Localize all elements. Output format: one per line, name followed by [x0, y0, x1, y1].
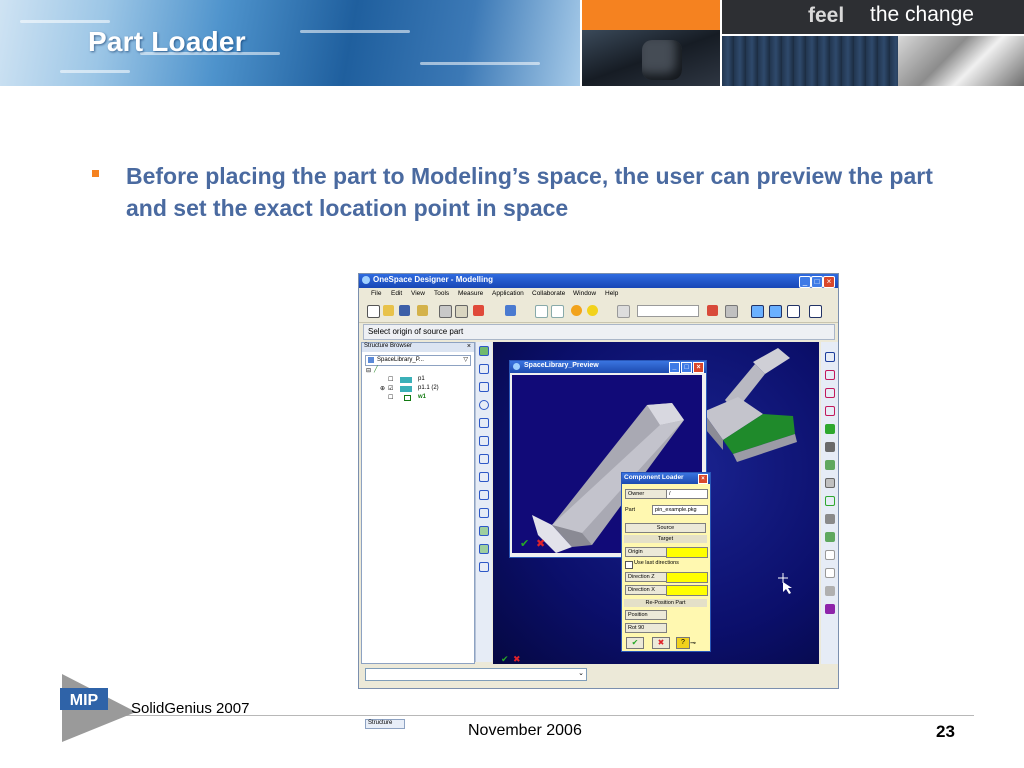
circle-tool-icon[interactable]	[479, 400, 489, 410]
logo-text: MIP	[69, 692, 99, 709]
dialog-help-icon[interactable]: ?	[676, 637, 690, 649]
spline-tool-icon[interactable]	[479, 418, 489, 428]
extrude-tool-icon[interactable]	[479, 526, 489, 536]
preview-maximize-icon[interactable]: □	[681, 362, 692, 373]
tree-expand-icon[interactable]: ⊕	[380, 386, 386, 392]
revolve-tool-icon[interactable]	[479, 544, 489, 554]
app-screenshot	[358, 273, 839, 726]
paste-icon[interactable]	[455, 305, 468, 318]
banner-brand-phrase: the change	[870, 3, 974, 26]
menu-bar	[359, 288, 838, 300]
main-toolbar	[359, 300, 838, 323]
position-button[interactable]: Position	[625, 610, 667, 620]
close-icon[interactable]: ×	[823, 276, 835, 288]
mip-logo	[58, 674, 138, 742]
component-icon[interactable]	[825, 460, 835, 470]
preview-close-icon[interactable]: ×	[693, 362, 704, 373]
open-folder-icon[interactable]	[383, 305, 394, 316]
prompt-bar	[363, 324, 835, 340]
target-section-label: Target	[624, 535, 707, 543]
direction-z-button[interactable]: Direction Z	[625, 572, 667, 582]
window-titlebar	[359, 274, 838, 288]
structure-browser-title: Structure Browser	[364, 343, 413, 349]
owner-field[interactable]: /	[666, 489, 708, 499]
bullet-square-icon	[92, 170, 99, 177]
measure-icon[interactable]	[707, 305, 718, 316]
menu-file[interactable]: File	[371, 290, 382, 297]
tree-checkbox[interactable]: ☐	[388, 395, 394, 401]
assembly-icon	[400, 386, 412, 392]
app-icon	[362, 276, 370, 284]
direction-z-field[interactable]	[666, 572, 708, 583]
mirror-icon[interactable]	[825, 388, 835, 398]
clock-icon[interactable]	[787, 305, 800, 318]
shade-view-icon[interactable]	[825, 352, 835, 362]
rot-90-button[interactable]: Rot 90	[625, 623, 667, 633]
svg-text:✔: ✔	[501, 654, 509, 664]
tree-item-p1-1[interactable]: p1.1 (2)	[418, 385, 439, 391]
redo-icon[interactable]	[551, 305, 564, 318]
preview-titlebar	[510, 361, 706, 373]
preview-title: SpaceLibrary_Preview	[524, 362, 599, 369]
preview-minimize-icon[interactable]: _	[669, 362, 680, 373]
info-icon[interactable]	[571, 305, 582, 316]
filter-icon[interactable]: ▽	[463, 357, 468, 363]
bullet-text: Before placing the part to Modeling’s space, the user can preview the part and set the exact location point in space	[126, 163, 933, 221]
pin-icon[interactable]: ⊸	[690, 640, 696, 647]
direction-x-button[interactable]: Direction X	[625, 585, 667, 595]
page-number: 23	[936, 722, 955, 741]
component-loader-titlebar	[622, 473, 710, 484]
structure-combo[interactable]	[365, 355, 471, 366]
preview-app-icon	[513, 363, 520, 370]
view-icon[interactable]	[751, 305, 764, 318]
banner-photo-dark	[582, 30, 720, 86]
prompt-text: Select origin of source part	[368, 327, 464, 336]
background-part-icon	[701, 348, 797, 462]
part-label: Part	[625, 507, 636, 513]
tool-icon-b[interactable]	[825, 532, 835, 542]
banner-orange-block	[582, 0, 720, 30]
tree-checkbox[interactable]: ☐	[388, 377, 394, 383]
line-tool-icon[interactable]	[479, 364, 489, 374]
green-box-icon[interactable]	[825, 424, 835, 434]
preview-cancel-icon: ✖	[536, 538, 546, 550]
loader-close-icon[interactable]: ×	[698, 474, 708, 484]
chamfer-tool-icon[interactable]	[479, 454, 489, 464]
menu-collaborate[interactable]: Collaborate	[532, 290, 566, 297]
footer-company: SolidGenius 2007	[131, 700, 250, 717]
tree-checkbox[interactable]: ☑	[388, 386, 394, 392]
trim-tool-icon[interactable]	[479, 472, 489, 482]
preview-accept-icon: ✔	[520, 538, 530, 550]
banner-brand-word: feel	[808, 4, 845, 27]
component-loader-dialog	[621, 472, 711, 652]
cursor-crosshair-icon	[778, 573, 792, 594]
fit-view-icon[interactable]	[769, 305, 782, 318]
owner-button[interactable]: Owner	[625, 489, 667, 499]
menu-application[interactable]: Application	[492, 290, 524, 297]
tree-item-p1[interactable]: p1	[418, 376, 425, 382]
slide-title: Part Loader	[88, 26, 246, 57]
maximize-icon[interactable]: □	[811, 276, 823, 288]
menu-view[interactable]: View	[411, 290, 425, 297]
new-file-icon[interactable]	[367, 305, 380, 318]
tree-root-icon: ╱	[374, 367, 378, 373]
ok-check-icon[interactable]: ✔	[626, 637, 644, 649]
undo-icon[interactable]	[535, 305, 548, 318]
structure-browser-header	[362, 343, 474, 352]
save-icon[interactable]	[399, 305, 410, 316]
pattern-tool-icon[interactable]	[479, 562, 489, 572]
menu-window[interactable]: Window	[573, 290, 597, 297]
delete-icon[interactable]	[473, 305, 484, 316]
menu-measure[interactable]: Measure	[458, 290, 484, 297]
pointer-icon[interactable]	[617, 305, 630, 318]
svg-text:✖: ✖	[513, 654, 521, 664]
library-tool-icon[interactable]	[825, 442, 835, 452]
section-icon[interactable]	[825, 370, 835, 380]
tool-icon-e[interactable]	[825, 586, 835, 596]
source-button[interactable]: Source	[625, 523, 706, 533]
component-loader-title: Component Loader	[624, 474, 684, 481]
viewport-confirm-icons	[501, 654, 521, 664]
structure-tab-label: Structure	[368, 720, 393, 726]
window-title: OneSpace Designer - Modelling	[373, 275, 494, 284]
command-input[interactable]	[365, 668, 587, 681]
filter-dropdown[interactable]	[637, 305, 699, 317]
print-icon[interactable]	[417, 305, 428, 316]
right-toolbar	[821, 342, 838, 664]
workplane-tool-icon[interactable]	[479, 346, 489, 356]
structure-tab[interactable]	[365, 719, 405, 729]
banner-blue-graphic	[0, 0, 580, 86]
library-icon	[368, 357, 374, 363]
dimension-tool-icon[interactable]	[479, 508, 489, 518]
tool-icon-a[interactable]	[825, 514, 835, 524]
copy-part-icon[interactable]	[825, 478, 835, 488]
construction-tool-icon[interactable]	[479, 490, 489, 500]
window-layout-icon[interactable]	[809, 305, 822, 318]
command-dropdown-icon[interactable]: ⌄	[578, 670, 584, 677]
panel-close-icon[interactable]: ×	[466, 343, 471, 350]
tools-icon[interactable]	[725, 305, 738, 318]
origin-button[interactable]: Origin	[625, 547, 667, 557]
tool-icon-c[interactable]	[825, 550, 835, 560]
tool-icon-d[interactable]	[825, 568, 835, 578]
menu-edit[interactable]: Edit	[391, 290, 403, 297]
structure-combo-value: SpaceLibrary_P...	[377, 357, 424, 363]
use-last-directions-label: Use last directions	[634, 560, 679, 566]
header-banner	[0, 0, 1024, 86]
minimize-icon[interactable]: _	[799, 276, 811, 288]
select-icon[interactable]	[505, 305, 516, 316]
structure-browser	[361, 342, 475, 726]
curve-icon[interactable]	[825, 496, 835, 506]
menu-tools[interactable]: Tools	[434, 290, 450, 297]
part-field[interactable]: pin_example.pkg	[652, 505, 708, 515]
tree-collapse-icon[interactable]: ⊟	[366, 368, 372, 374]
footer-date: November 2006	[468, 722, 582, 739]
direction-x-field[interactable]	[666, 585, 708, 596]
status-bar	[359, 666, 838, 688]
menu-help[interactable]: Help	[605, 290, 619, 297]
rectangle-tool-icon[interactable]	[479, 382, 489, 392]
fillet-tool-icon[interactable]	[479, 436, 489, 446]
workplane-icon	[404, 395, 411, 401]
banner-photo-metal	[898, 36, 1024, 86]
cancel-x-icon[interactable]: ✖	[652, 637, 670, 649]
tree-item-w1[interactable]: w1	[418, 394, 427, 400]
tool-icon-f[interactable]	[825, 604, 835, 614]
use-last-directions-checkbox[interactable]	[625, 561, 633, 569]
reposition-section-label: Re-Position Part	[624, 599, 707, 607]
position-icon[interactable]	[825, 406, 835, 416]
origin-field[interactable]	[666, 547, 708, 558]
copy-icon[interactable]	[439, 305, 452, 318]
part-icon	[400, 377, 412, 383]
banner-photo-blue	[722, 36, 898, 86]
left-toolbar	[475, 342, 492, 662]
help-icon[interactable]	[587, 305, 598, 316]
